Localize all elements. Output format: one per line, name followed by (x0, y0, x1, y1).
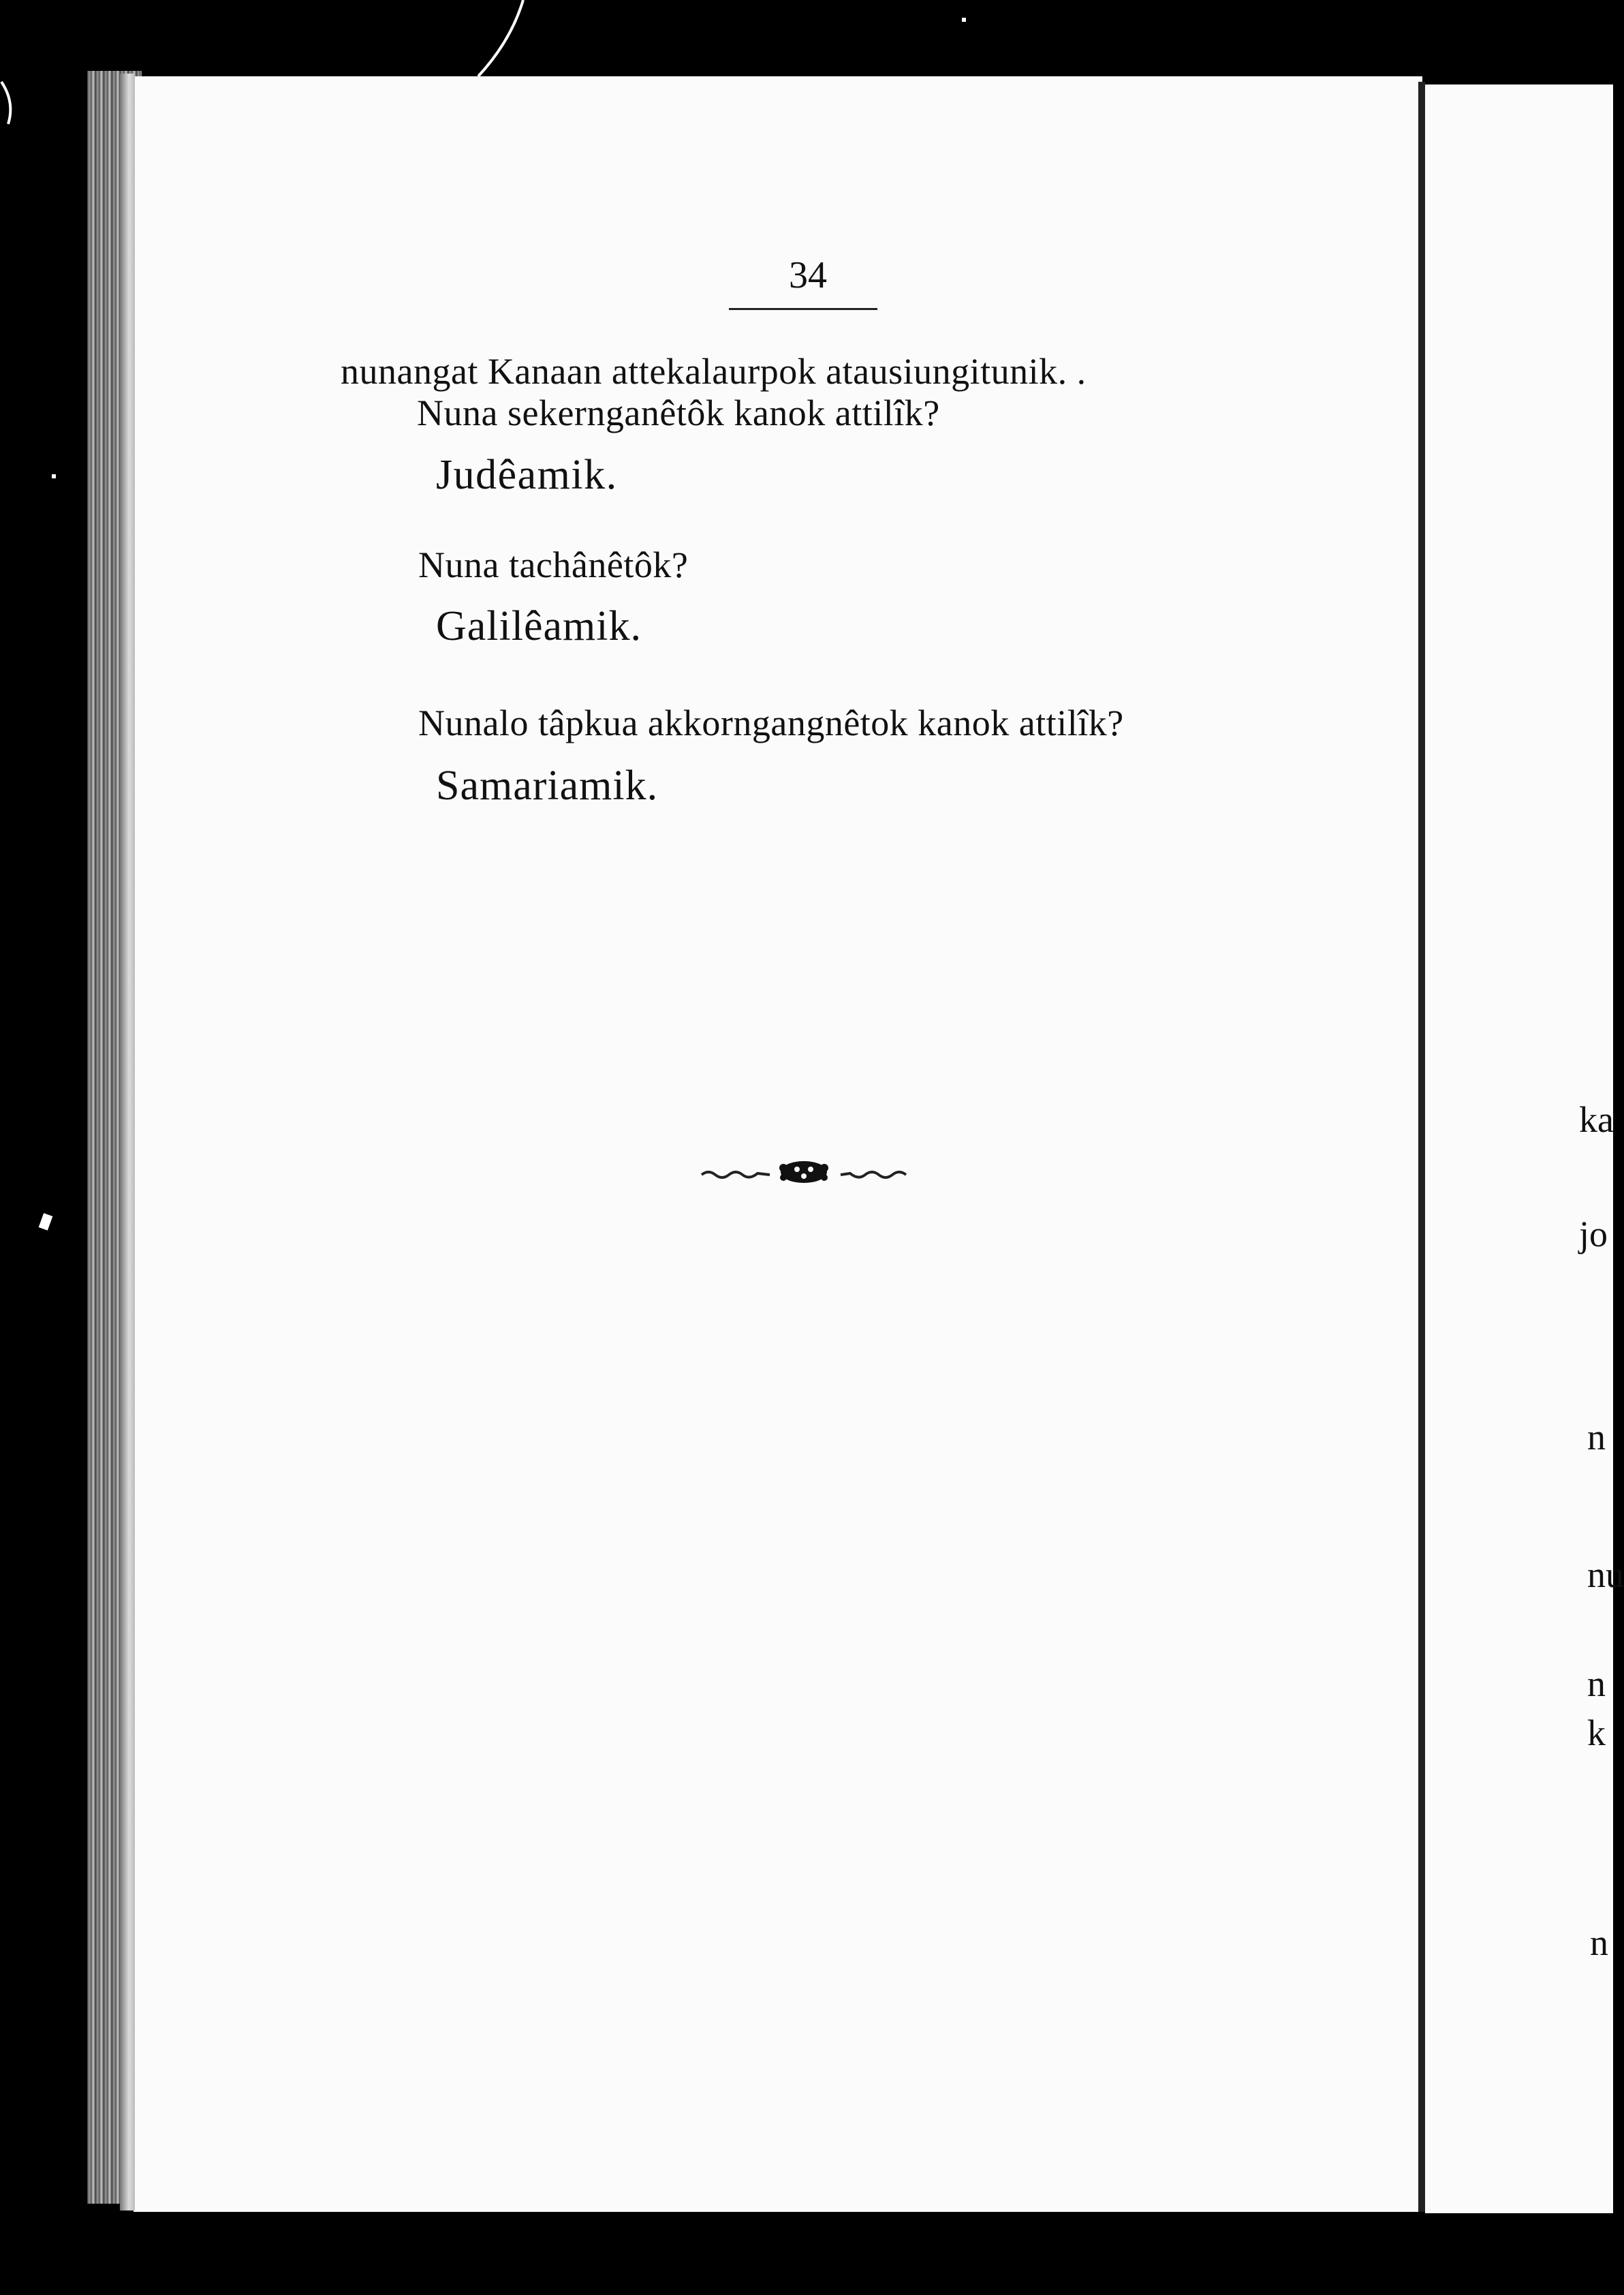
right-page-fragment: n (1587, 1663, 1606, 1704)
question-line: Nunalo tâpkua akkorngangnêtok kanok attilîk? (418, 703, 1124, 743)
answer-line: Galilêamik. (436, 603, 642, 649)
top-scan-curve (470, 0, 538, 82)
page-binding-edge (120, 74, 135, 2211)
question-line: Nuna tachânêtôk? (418, 544, 689, 585)
right-page-fragment: ka (1579, 1099, 1614, 1140)
answer-line: Samariamik. (436, 763, 659, 809)
text-line: nunangat Kanaan attekalaurpok atausiungitunik. . (341, 351, 1087, 392)
scan-speck (52, 474, 56, 478)
right-page-fragment: n (1587, 1417, 1606, 1458)
right-page (1425, 84, 1613, 2213)
right-page-fragment: jo (1579, 1214, 1608, 1254)
question-line: Nuna sekernganêtôk kanok attilîk? (417, 392, 940, 433)
right-page-fragment: k (1587, 1712, 1606, 1753)
page-number: 34 (789, 254, 827, 296)
scan-speck (39, 1213, 53, 1230)
decorative-tailpiece-icon (702, 1152, 906, 1192)
header-rule (729, 308, 877, 310)
answer-line: Judêamik. (436, 452, 618, 498)
right-page-fragment: n (1590, 1922, 1608, 1963)
left-scan-curve (0, 68, 20, 136)
book-gutter (1418, 82, 1425, 2212)
right-page-fragment: nu (1587, 1554, 1624, 1595)
scan-speck (962, 18, 966, 22)
